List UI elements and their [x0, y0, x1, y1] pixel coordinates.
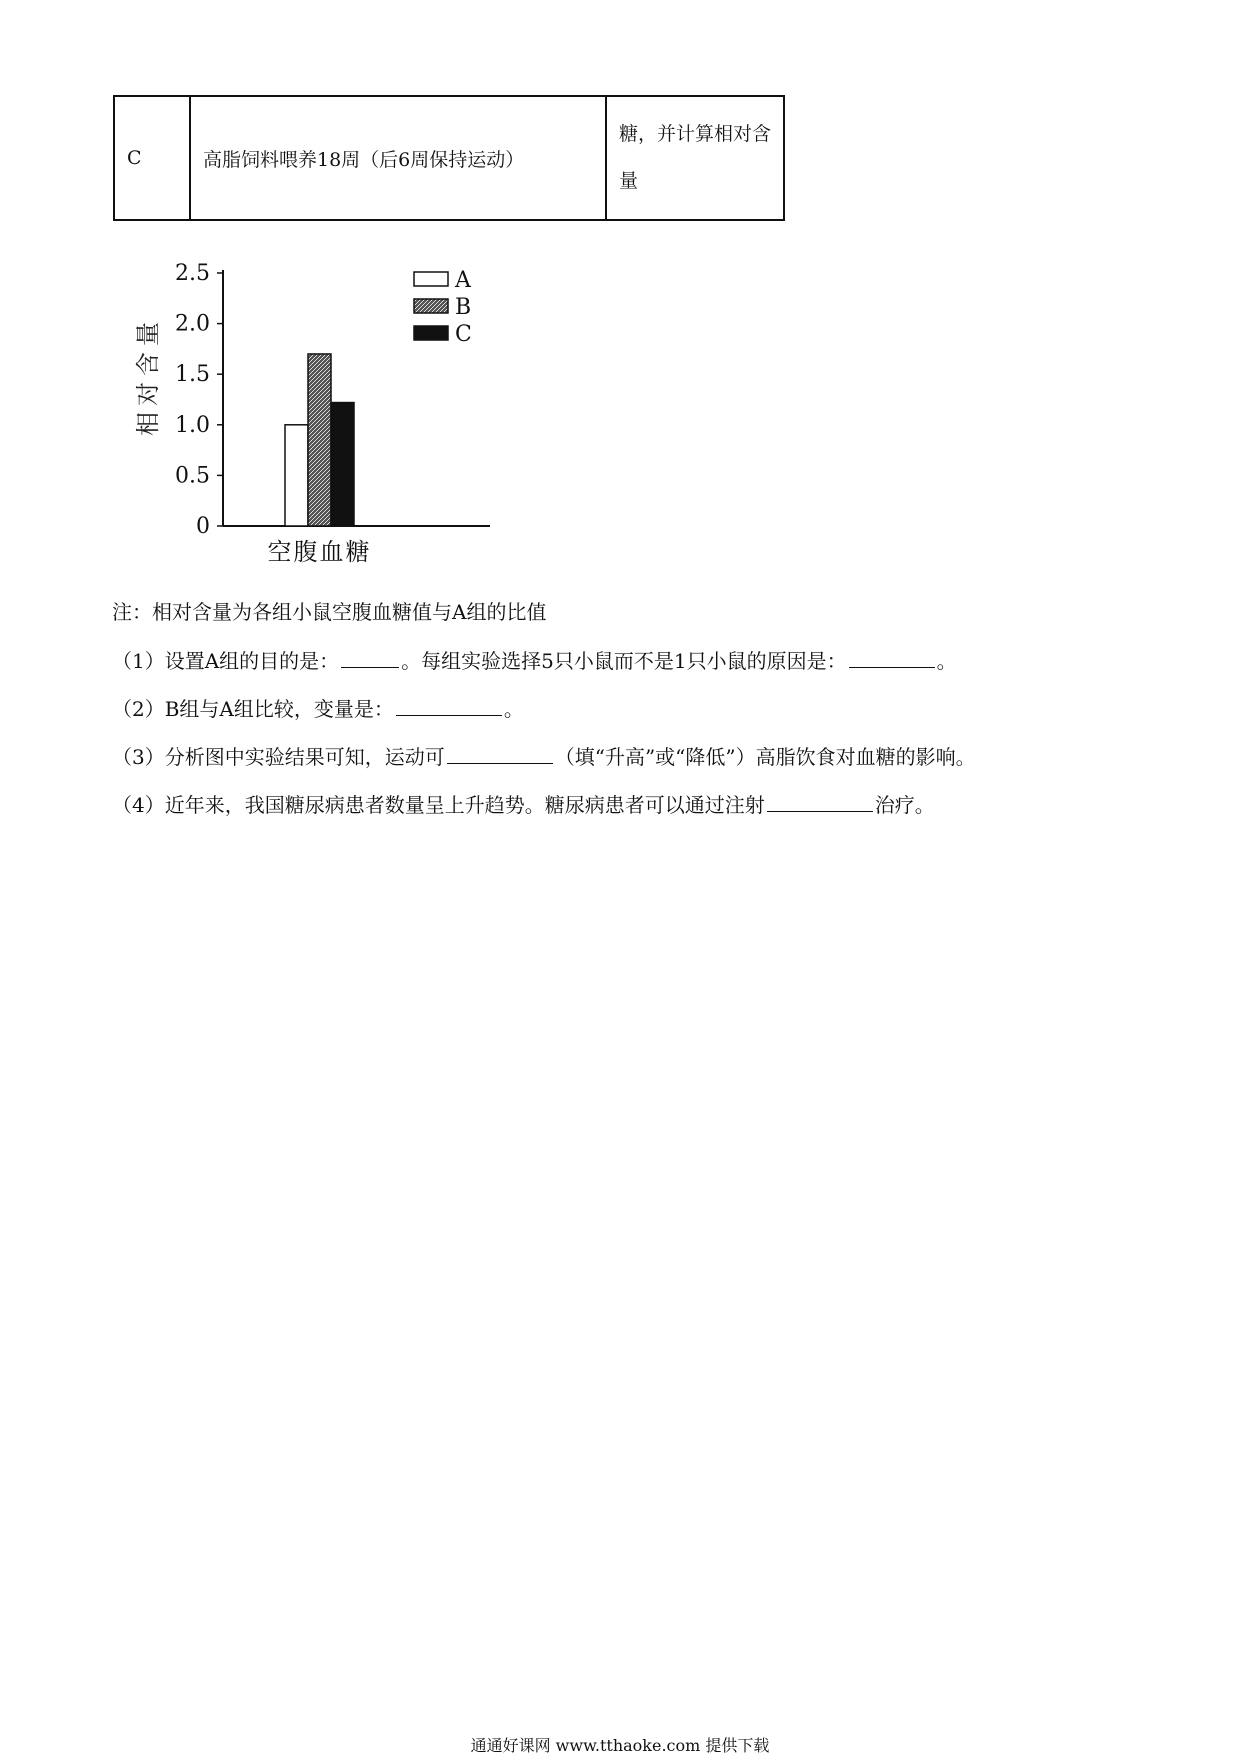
answer-blank[interactable] — [341, 647, 399, 668]
question-3-prefix: （3）分析图中实验结果可知，运动可 — [112, 745, 445, 769]
y-tick-label: 1.0 — [175, 412, 210, 438]
answer-blank[interactable] — [849, 647, 935, 668]
answer-blank[interactable] — [396, 695, 502, 716]
question-3-suffix: （填“升高”或“降低”）高脂饮食对血糖的影响。 — [554, 745, 976, 769]
y-tick-label: 0 — [196, 514, 210, 539]
question-1-suffix: 。 — [936, 649, 957, 673]
legend-label-B: B — [455, 295, 472, 320]
question-4-prefix: （4）近年来，我国糖尿病患者数量呈上升趋势。糖尿病患者可以通过注射 — [112, 793, 765, 817]
y-tick-label: 1.5 — [175, 362, 210, 388]
legend-swatch-C — [414, 326, 448, 340]
legend-label-A: A — [455, 268, 471, 293]
x-category-label: 空腹血糖 — [267, 538, 372, 566]
table-row — [114, 96, 784, 220]
question-2 — [112, 693, 524, 722]
group-cell: C — [114, 96, 190, 220]
question-4 — [112, 789, 935, 818]
legend-label-C: C — [455, 322, 472, 347]
footer-text: 通通好课网 www.tthaoke.com 提供下载 — [470, 1736, 770, 1755]
legend-swatch-A — [414, 272, 448, 286]
treatment-cell: 高脂饲料喂养18周（后6周保持运动） — [190, 96, 606, 220]
legend-swatch-B — [414, 299, 448, 313]
y-tick-label: 2.5 — [175, 261, 210, 286]
question-4-suffix: 治疗。 — [874, 793, 935, 817]
y-tick-label: 2.0 — [175, 311, 210, 337]
answer-blank[interactable] — [767, 791, 873, 812]
question-2-suffix: 。 — [503, 697, 524, 721]
bar-B — [308, 354, 331, 526]
measure-cell: 糖，并计算相对含量 — [606, 96, 784, 220]
note-text: 注：相对含量为各组小鼠空腹血糖值与A组的比值 — [112, 600, 547, 624]
question-1-middle: 。每组实验选择5只小鼠而不是1只小鼠的原因是： — [401, 649, 847, 673]
experiment-table — [113, 95, 785, 221]
question-1 — [112, 645, 957, 674]
question-3 — [112, 741, 976, 770]
question-2-prefix: （2）B组与A组比较，变量是： — [112, 697, 394, 721]
bar-chart — [125, 250, 515, 570]
y-axis-label: 相对含量 — [134, 316, 162, 436]
answer-blank[interactable] — [447, 743, 553, 764]
bar-C — [331, 403, 354, 526]
question-1-prefix: （1）设置A组的目的是： — [112, 649, 340, 673]
bar-A — [285, 425, 308, 526]
y-tick-label: 0.5 — [175, 463, 210, 489]
